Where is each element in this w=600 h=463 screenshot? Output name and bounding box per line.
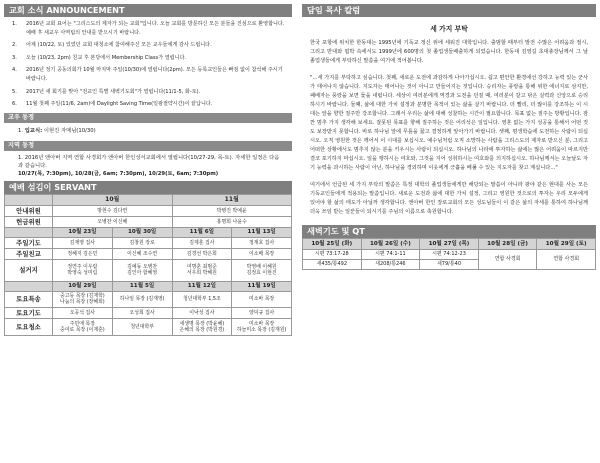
table-row: 토요특송 중고등 목장 (김재학) 나눔의 목장 (장혜희) 하나임 목장 (김재영) 청년대학부 1,5조 미소바 목장	[5, 291, 292, 307]
table-row: 10월 29일 11월 5일 11월 12일 11월 19일	[5, 281, 292, 291]
qt-table	[302, 238, 596, 270]
table-row: 10월 25일 (화) 10월 26일 (수) 10월 27일 (목) 10월 28일 (금) 10월 29일 (토)	[303, 239, 596, 250]
announcement-item: 5. 2017년 새 회기를 맞아 "전교인 특별 새벽기도회"가 열립니다(11/1-5, 화-토).	[12, 88, 201, 95]
announcement-item: 4. 2016년 정기 공동의회가 10월 마지막 주일(10/30)에 열립니다(2pm). 모든 등록교인들은 빠짐 없이 참석해 주시기 바랍니다.	[12, 67, 283, 82]
table-row: 안내위원 방현수 김다연 박병진 박예윤	[5, 205, 292, 216]
column-paragraph: "…세 가지를 부탁하고 싶습니다. 첫째, 새로운 도전에 과감하게 나아가십시오. 쉽고 편안한 환경에선 강하고 능력 있는 군사가 태어나지 않습니다. 지도자는 태어나는 것이 아니고 만들어지는 것입니다. 승리자는 풍랑을 통해 위한 에너지로 삼지만, 패배자는 풍랑을 보면 돛을 내립니다. 세상이 여러분에게 역경과 도전을 던질 때, 여러분이 갈고 닦은 실력과 신앙으로 승리하시기 바랍니다. 둘째, 삶에 대한 가치 설정과 분명한 목적이 있는 삶을 살기 바랍니다. 더 빨리, 더 많이를 강조하는 이 시대는 앞을 향한 질주만 강조합니다. 그래서 우리는 삶에 대해 성찰하는 시간이 필요합니다. 목표 없는 질주는 방황입니다. 잠깐 멈추 가지 생각해 보세요. 잘못된 목표를 향해 질주하는 것은 어리석은 일입니다. 영혼 없는 가지 성공을 통해서 어떤 것도 보장받지 못합니다. 바로 하나님 앞에 무릎을 꿇고 결정하게 앞아가기 바랍니다. 셋째, 평생학습에 도전하는 사람이 되십시오. 오직 영원한 것은 깨어서 이 시대를 보십시오. 예수님처럼 오직 소망하는 사람을 그리스도의 제자로 받으신 분, 그리고 어떠한 상황에서도 멈추지 않는 분을 키우시는 사람이 되십시오. 하나님의 나라에 투자하는 삶에는 많은 어려움이 따르지만 결코 포기하지 마십시오. 일을 행하시는 여호와, 그것을 지어 성취하시는 여호와를 의지하십시오. 하나님께서는 오늘날도 자기 능력을 과시하는 사람이 아닌, 하나님을 경외하며 이웃에게 긍휼을 베풀 수 있는 지도자를 찾고 계십니다…"	[310, 75, 588, 171]
qt-header: 새벽기도 및 QT	[302, 225, 596, 238]
table-row: 헌금위원 오병찬 이신혜 홍명희 나윤수	[5, 216, 292, 227]
table-row: 주일기도 김재영 집사 김창원 장로 김제훈 집사 정재호 집사	[5, 237, 292, 248]
announcement-header: 교회 소식 ANNOUNCEMENT	[4, 4, 292, 17]
column-paragraph: 여기에서 언급된 세 가지 부탁의 말씀은 특정 대학의 졸업생들에게만 해당되는 말씀이 아니라 광야 같은 현대를 사는 모든 기독교인들에게 적용되는 말씀입니다. 새로운 도전과 삶에 대한 가치 설정, 그리고 영원한 것으로의 투자는 우리 모두에게 있어야 할 삶의 태도가 아닐까 생각합니다. 앤아버 한인 장로교회의 모든 성도님들이 이 같은 삶의 자세를 통하여 하나님께 더욱 쓰임 받는 일꾼들이 되시기를 주님의 이름으로 축원합니다.	[310, 182, 588, 215]
column-paragraph: 한국 포항에 위치한 한동대는 1995년에 기독교 정신 위에 세워진 대학입니다. 출범할 때부터 발전 수많은 어려움과 절시, 그리고 반대와 핍박 속에서도 1999년에 600명의 첫 졸업생들배출하게 되었습니다. 한동대 김영길 초대총장님께서 그 날 졸업생들에게 부탁하신 말씀을 여기에 적어봅니다.	[310, 40, 588, 64]
announcement-item: 1. 2016년 교회 표어는 "그리스도의 제자가 되는 교회"입니다. 오늘 교회를 방문하신 모든 분들을 진심으로 환영합니다. 예배 후 새교우 사역팀의 안내를 받으시기 바랍니다.	[12, 21, 285, 36]
servant-table	[4, 194, 292, 336]
announcement-item: 2. 어제 (10/22, 토) 있었던 교회 대청소에 참여해주신 모든 교우들에게 감사 드립니다.	[12, 42, 212, 49]
pastor-column-header: 담임 목사 칼럼	[302, 4, 596, 17]
right-column	[302, 4, 596, 270]
announcement-item: 6. 11월 첫째 주일(11/6, 2am)에 Daylight Saving Time(일광절약시간)이 끝납니다.	[12, 101, 213, 108]
table-row: 시편 73:17-28 시편 74:1-11 시편 74:12-23 연합 사경회 연합 사경회	[303, 250, 596, 260]
table-row: 10월 11월	[5, 194, 292, 205]
announcement-list	[4, 17, 292, 109]
region-news: 1. 2016년 앤아버 지역 연합 사경회가 앤아버 한인성서교회에서 열립니다(10/27-29, 목-토). 자세한 일정은 다음과 같습니다. 10/27(목, 7:30pm), 10/28(금, 6am; 7:30pm), 10/29(토, 6am; 7:30pm)	[18, 154, 280, 177]
column-title: 세 가지 부탁	[430, 25, 468, 33]
table-row: 설거지 정연주 이우람 박영숙 성미림 김예동 오병찬 김인아 함혜영 여명훈 최범준 서우희 박혜원 박영배 이혜원 김정효 이현진	[5, 259, 292, 281]
left-column	[4, 4, 292, 336]
member-news-header: 교우 동정	[4, 113, 292, 123]
table-row: 10월 23일 10월 30일 11월 6일 11월 13일	[5, 227, 292, 237]
region-news-header: 지역 동정	[4, 141, 292, 151]
member-news: 1. 입교식: 이현진 자매님(10/30)	[18, 127, 96, 134]
servant-header: 예배 섬김이 SERVANT	[4, 181, 292, 194]
table-row: 토요청소 주민애 목장 중여로 목장 (이재훈) 청년대학부 새생명 목장 (박윤혜) 은혜의 목장 (박원경) 미소바 목장 하늘미소 목장 (김재원)	[5, 318, 292, 335]
table-row: 새435/통492 새208/통246 새79/통40	[303, 260, 596, 270]
table-row: 토요기도 오공석 집사 오성희 집사 이낙성 집사 양덕규 집사	[5, 307, 292, 318]
table-row: 주일친교 정혜지 김은민 이신혜 조수연 김경선 박은희 이소배 목장	[5, 248, 292, 259]
announcement-item: 3. 오늘 (10/23, 2pm) 친교 후 본당에서 Membership Class가 열립니다.	[12, 54, 187, 61]
